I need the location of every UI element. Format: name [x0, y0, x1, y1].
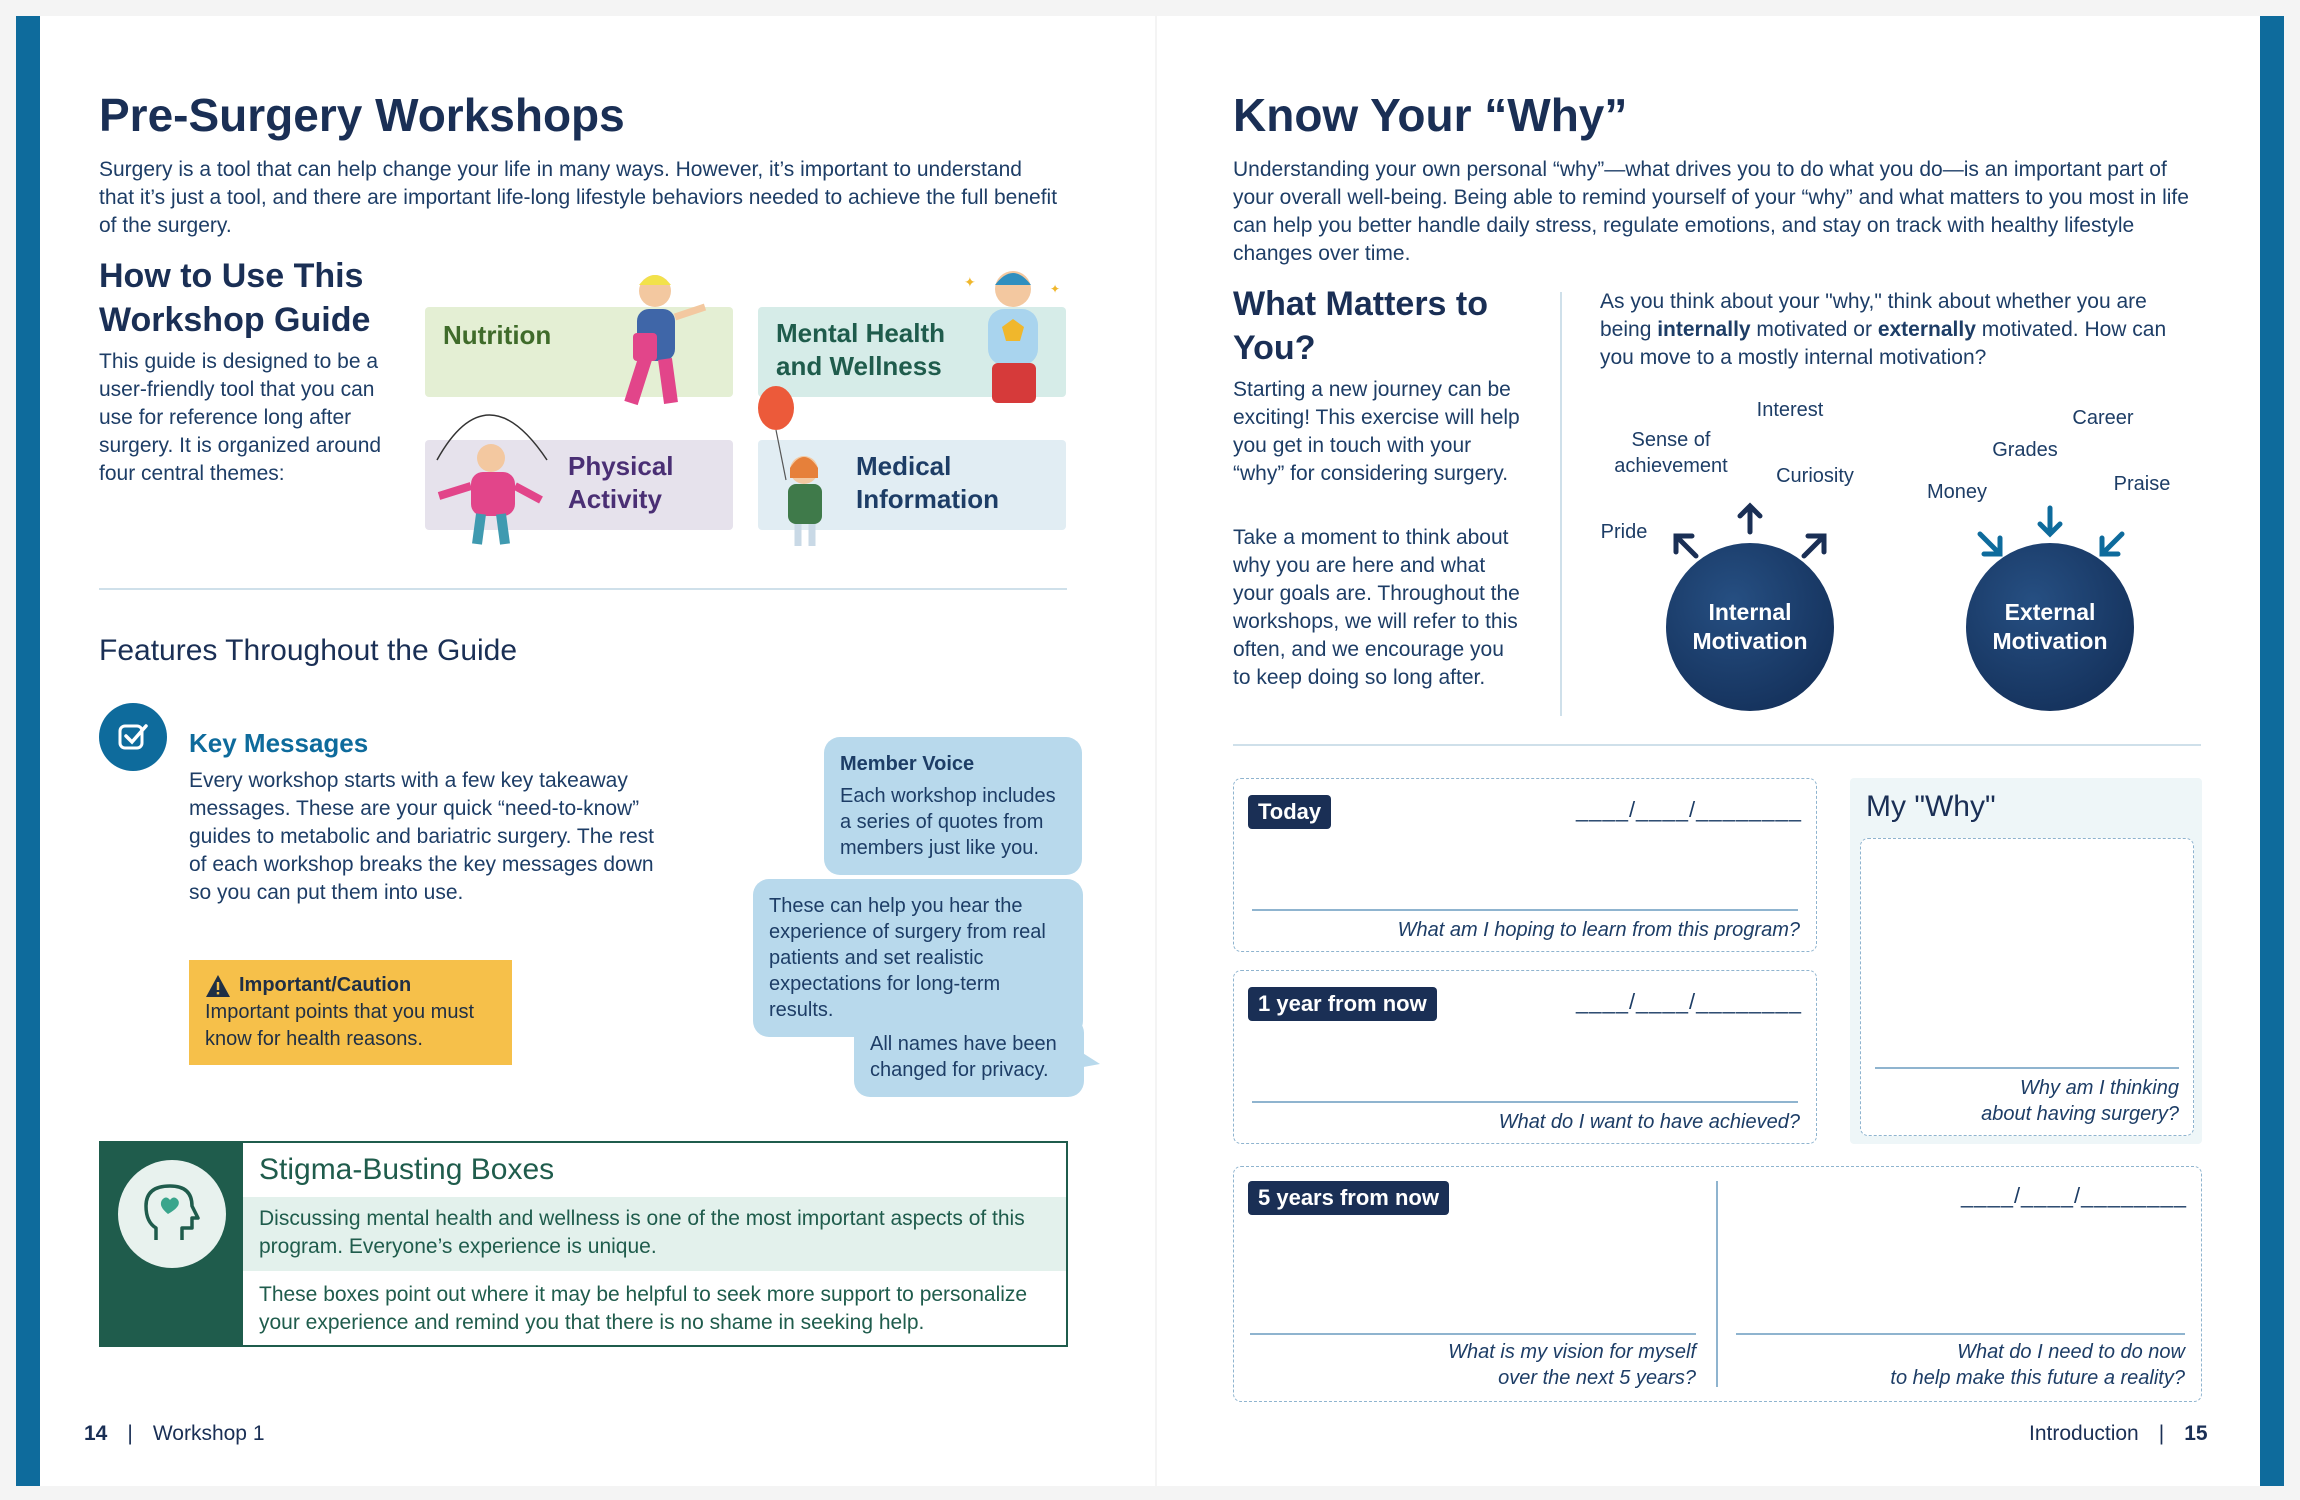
- five-prompt-right-line1: What do I need to do now: [1957, 1341, 2185, 1363]
- stigma-title: Stigma-Busting Boxes: [259, 1153, 555, 1186]
- theme-medical-info: [758, 440, 1066, 530]
- key-messages-icon-circle: [99, 703, 167, 771]
- word-career: Career: [2072, 407, 2134, 429]
- theme-medical-label: [856, 450, 999, 516]
- today-writing-line[interactable]: [1252, 909, 1798, 911]
- five-years-date-field[interactable]: ____/____/________: [1961, 1183, 2187, 1208]
- matters-paragraph-1: Starting a new journey can be exciting! This exercise will help you get in touch with your “why” for considering surgery.: [1233, 378, 1520, 485]
- matters-paragraph-2: Take a moment to think about why you are here and what your goals are. Throughout the workshops, we will refer to this often, and we encourage you to keep doing so long after.: [1233, 526, 1520, 689]
- stigma-icon-circle: [118, 1160, 226, 1268]
- five-years-label: 5 years from now: [1248, 1181, 1449, 1215]
- caution-box: [189, 960, 512, 1065]
- my-why-prompt-line1: Why am I thinking: [2020, 1077, 2179, 1099]
- five-prompt-left-line2: over the next 5 years?: [1498, 1367, 1696, 1389]
- word-interest: Interest: [1756, 399, 1824, 421]
- five-prompt-right-line2: to help make this future a reality?: [1890, 1367, 2185, 1389]
- matters-title: [1233, 282, 1488, 370]
- five-years-prompt-right: [1736, 1339, 2185, 1391]
- internal-motivation-circle: [1666, 543, 1834, 711]
- theme-nutrition-label: Nutrition: [443, 320, 552, 350]
- one-year-date-field[interactable]: ____/____/________: [1576, 989, 1802, 1014]
- my-why-prompt-line2: about having surgery?: [1981, 1103, 2179, 1125]
- checkmark-icon: [116, 720, 150, 754]
- word-achievement: achievement: [1614, 455, 1728, 477]
- vertical-divider: [1560, 292, 1562, 716]
- word-praise: Praise: [2113, 473, 2171, 495]
- theme-physical-label: [568, 450, 674, 516]
- my-why-box[interactable]: [1860, 838, 2194, 1136]
- today-box: [1233, 778, 1817, 952]
- footer-section-left: Workshop 1: [152, 1422, 265, 1445]
- five-years-prompt-left: [1250, 1339, 1696, 1391]
- word-sense-of-achievement: [1598, 427, 1744, 479]
- features-title: Features Throughout the Guide: [99, 634, 518, 667]
- one-year-prompt: What do I want to have achieved?: [1498, 1111, 1800, 1133]
- today-prompt: What am I hoping to learn from this program?: [1397, 919, 1800, 941]
- motivation-bold-externally: externally: [1877, 318, 1976, 341]
- left-footer: [84, 1422, 265, 1446]
- left-edge-bar: [16, 16, 40, 1486]
- five-years-box: [1233, 1166, 2202, 1402]
- theme-physical-activity: [425, 440, 733, 530]
- matters-title-line2: You?: [1233, 329, 1316, 367]
- right-intro: Understanding your own personal “why”—what drives you to do what you do—is an important part of your overall well-being. Being able to remind yourself of your “why” and what matters to you most in life can help you better handle daily stress, regulate emotions, and stay on track with healthy lifestyle changes over time.: [1233, 158, 2189, 265]
- quote-bubble-3: All names have been changed for privacy.: [854, 1017, 1084, 1097]
- walking-person-illustration: [585, 271, 735, 411]
- motivation-bold-internally: internally: [1657, 318, 1751, 341]
- motivation-text-a: As you think about your "why," think about whether you are being: [1600, 290, 2147, 341]
- stigma-box: [99, 1141, 1068, 1347]
- word-grades: Grades: [1992, 439, 2058, 461]
- motivation-text: [1600, 288, 2200, 372]
- balloon-child-illustration: [754, 384, 844, 550]
- right-footer: [2029, 1422, 2208, 1446]
- word-pride: Pride: [1600, 521, 1648, 543]
- head-heart-icon: [136, 1178, 208, 1250]
- svg-text:✦: ✦: [1050, 282, 1061, 296]
- five-years-line-left[interactable]: [1250, 1333, 1696, 1335]
- motivation-text-b: motivated or: [1750, 318, 1878, 341]
- theme-medical-line2: Information: [856, 484, 999, 514]
- theme-physical-line2: Activity: [568, 484, 662, 514]
- page-number-right: 15: [2184, 1422, 2208, 1445]
- divider-left: [99, 588, 1067, 590]
- stigma-body-highlight: Discussing mental health and wellness is one of the most important aspects of this program. Everyone’s experience is unique.: [243, 1197, 1066, 1271]
- word-money: Money: [1926, 481, 1988, 503]
- footer-sep-right: |: [2158, 1422, 2165, 1445]
- divider-right: [1233, 744, 2201, 746]
- theme-physical-line1: Physical: [568, 451, 674, 481]
- caution-title: Important/Caution: [239, 974, 412, 996]
- footer-sep-left: |: [127, 1422, 133, 1445]
- today-date-field[interactable]: ____/____/________: [1576, 797, 1802, 822]
- howto-title: [99, 254, 370, 342]
- theme-mental-label: [776, 317, 945, 383]
- internal-line2: Motivation: [1692, 628, 1808, 654]
- theme-mental-line1: Mental Health: [776, 318, 946, 348]
- page-number-left: 14: [84, 1422, 108, 1445]
- warning-icon: [205, 974, 231, 998]
- my-why-title: My "Why": [1866, 790, 1996, 823]
- my-why-prompt: [1981, 1075, 2179, 1127]
- my-why-panel: [1850, 778, 2202, 1144]
- page-title: Pre-Surgery Workshops: [99, 89, 625, 141]
- member-voice-bubble: [824, 737, 1082, 875]
- theme-mental-line2: and Wellness: [776, 351, 942, 381]
- word-sense-of: Sense of: [1631, 429, 1711, 451]
- member-voice-body: Each workshop includes a series of quotes from members just like you.: [840, 785, 1056, 859]
- stigma-icon-panel: [101, 1143, 243, 1345]
- today-label: Today: [1248, 795, 1331, 829]
- key-messages-body: Every workshop starts with a few key takeaway messages. These are your quick “need-to-know” guides to metabolic and bariatric surgery. The rest of each workshop breaks the key messages down so you can put them into use.: [189, 769, 654, 904]
- intro-paragraph: Surgery is a tool that can help change your life in many ways. However, it’s important to understand that it’s just a tool, and there are important life-long lifestyle behaviors needed to achieve the full benefit of the surgery.: [99, 158, 1058, 237]
- external-motivation-circle: [1966, 543, 2134, 711]
- howto-body: This guide is designed to be a user-friendly tool that you can use for reference long after surgery. It is organized around four central themes:: [99, 350, 382, 485]
- one-year-box: [1233, 970, 1817, 1144]
- external-line2: Motivation: [1992, 628, 2108, 654]
- howto-title-line2: Workshop Guide: [99, 301, 371, 339]
- footer-section-right: Introduction: [2029, 1422, 2139, 1445]
- one-year-writing-line[interactable]: [1252, 1101, 1798, 1103]
- matters-title-line1: What Matters to: [1233, 285, 1488, 323]
- stigma-body: These boxes point out where it may be helpful to seek more support to personalize your experience and remind you that there is no shame in seeking help.: [259, 1283, 1028, 1334]
- one-year-label: 1 year from now: [1248, 987, 1437, 1021]
- svg-text:✦: ✦: [964, 274, 976, 290]
- internal-line1: Internal: [1708, 599, 1792, 625]
- howto-title-line1: How to Use This: [99, 257, 364, 295]
- motivation-text-c: motivated. How can you move to a mostly internal motivation?: [1600, 318, 2167, 369]
- word-curiosity: Curiosity: [1776, 465, 1854, 487]
- theme-nutrition: [425, 307, 733, 397]
- five-years-divider: [1716, 1181, 1718, 1387]
- bubble-tail: [1078, 1050, 1102, 1070]
- key-messages-title: Key Messages: [189, 728, 369, 758]
- external-line1: External: [2004, 599, 2096, 625]
- member-voice-title: Member Voice: [840, 753, 975, 775]
- five-years-line-right[interactable]: [1736, 1333, 2185, 1335]
- five-prompt-left-line1: What is my vision for myself: [1448, 1341, 1696, 1363]
- theme-medical-line1: Medical: [856, 451, 952, 481]
- right-edge-bar: [2260, 16, 2284, 1486]
- quote-bubble-2: These can help you hear the experience of surgery from real patients and set realistic expectations for long-term results.: [753, 879, 1083, 1037]
- jumping-rope-illustration: [421, 390, 561, 550]
- meditating-person-illustration: [958, 267, 1068, 417]
- my-why-writing-line[interactable]: [1875, 1067, 2179, 1069]
- caution-body: Important points that you must know for health reasons.: [205, 1001, 475, 1050]
- right-title: Know Your “Why”: [1233, 89, 1628, 141]
